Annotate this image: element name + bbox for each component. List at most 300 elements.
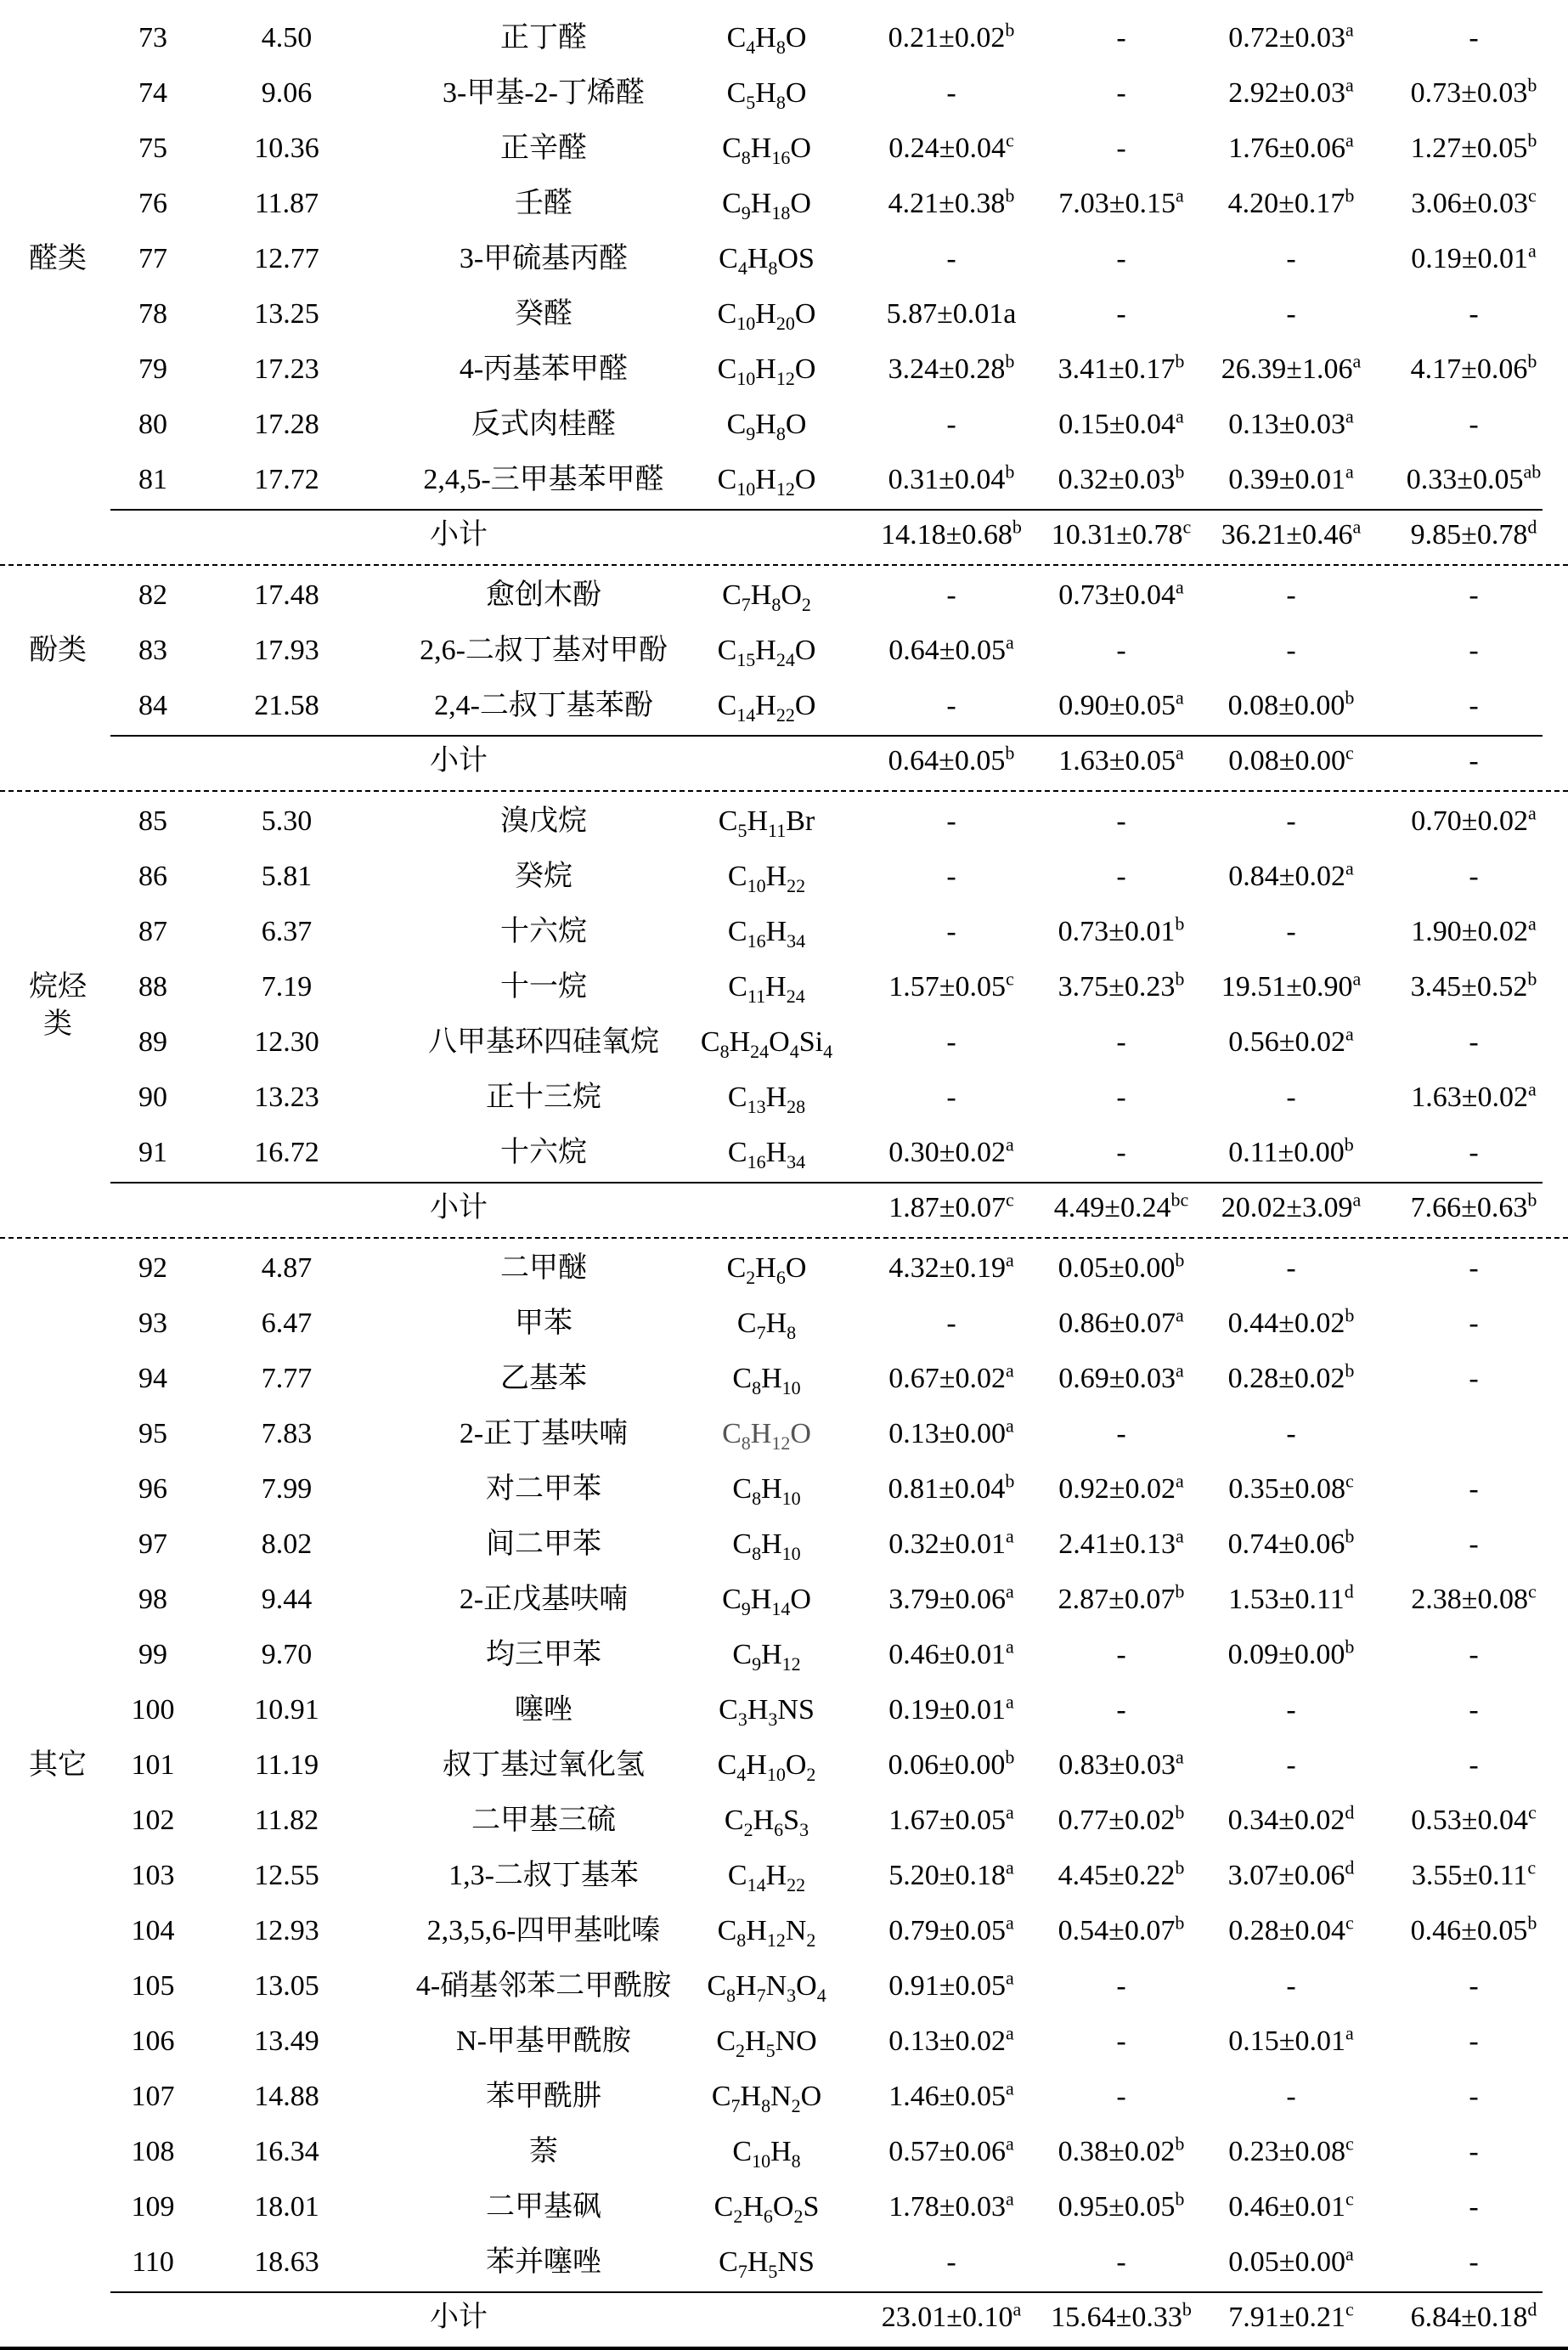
retention-time: 7.77 — [261, 1363, 313, 1394]
table-row — [0, 678, 1568, 733]
formula-cell — [680, 849, 854, 904]
content-value-3 — [1198, 65, 1385, 121]
formula-element: NS — [777, 2246, 815, 2278]
content-value-2 — [1036, 2124, 1206, 2179]
compound-number: 106 — [131, 2025, 175, 2057]
value-text: - — [1469, 2025, 1479, 2057]
content-value-2 — [1036, 1014, 1206, 1070]
value-text: 0.79±0.05 — [888, 1915, 1006, 1946]
formula-subscript: 4 — [746, 36, 756, 58]
significance-letter: c — [1005, 968, 1014, 990]
compound-number: 99 — [138, 1639, 167, 1670]
value-text: - — [1286, 243, 1296, 274]
compound-name: 正丁醛 — [500, 22, 587, 54]
value-text: 0.84±0.02 — [1228, 861, 1345, 892]
formula-element: H — [755, 690, 776, 721]
content-value-4 — [1385, 1627, 1563, 1682]
value-text: 0.32±0.03 — [1058, 464, 1176, 495]
significance-letter: a — [1005, 2133, 1014, 2155]
formula-cell — [680, 1572, 854, 1627]
value-text: - — [1286, 2081, 1296, 2112]
content-value-3 — [1198, 1903, 1385, 1958]
content-value-4 — [1385, 678, 1563, 733]
subtotal-label: 小计 — [430, 745, 488, 777]
value-text: 0.46±0.01 — [1228, 2191, 1345, 2223]
value-text: 1.57±0.05 — [888, 971, 1006, 1003]
formula-element: C — [718, 805, 738, 837]
content-value-4 — [1385, 1793, 1563, 1848]
retention-time: 13.23 — [254, 1082, 319, 1113]
compound-name: 4-丙基苯甲醛 — [459, 353, 629, 385]
content-value-2 — [1036, 1351, 1206, 1406]
table-row — [0, 342, 1568, 397]
value-text: - — [1469, 1970, 1479, 2002]
content-value-1 — [858, 1627, 1045, 1682]
value-text: - — [1469, 2246, 1479, 2278]
compound-number: 85 — [138, 805, 167, 837]
content-value-4 — [1385, 1296, 1563, 1351]
value-text: 0.69±0.03 — [1058, 1363, 1176, 1394]
significance-letter: a — [1005, 1801, 1014, 1823]
value-text: 0.23±0.08 — [1228, 2136, 1345, 2167]
value-text: 0.09±0.00 — [1227, 1639, 1345, 1670]
content-value-1 — [858, 1351, 1045, 1406]
compound-name: 间二甲苯 — [486, 1528, 601, 1560]
content-value-2 — [1036, 568, 1206, 623]
value-text: - — [1469, 1363, 1479, 1394]
content-value-4 — [1385, 286, 1563, 342]
content-value-3 — [1198, 1461, 1385, 1517]
significance-letter: c — [1527, 1856, 1537, 1878]
value-text: - — [1469, 1639, 1479, 1670]
compound-number: 93 — [138, 1308, 167, 1339]
formula-element: C — [717, 1915, 737, 1946]
formula-cell — [680, 1351, 854, 1406]
value-text: 9.85±0.78 — [1410, 519, 1528, 551]
formula-cell — [680, 678, 854, 733]
subtotal-value-1 — [858, 507, 1045, 562]
formula-element: C — [719, 243, 738, 274]
value-text: 3.06±0.03 — [1411, 188, 1528, 219]
retention-time: 12.30 — [254, 1026, 319, 1058]
formula-element: C — [727, 916, 747, 947]
value-text: 0.34±0.02 — [1227, 1805, 1345, 1836]
subtotal-value-3 — [1198, 2290, 1385, 2345]
content-value-4 — [1385, 959, 1563, 1014]
value-text: - — [946, 916, 956, 947]
significance-letter: b — [1005, 1746, 1015, 1768]
formula-element: H — [747, 805, 769, 837]
significance-letter: a — [1175, 1359, 1184, 1381]
formula-element: S — [783, 1805, 800, 1836]
significance-letter: b — [1345, 1525, 1355, 1547]
compound-name: 2,3,5,6-四甲基吡嗪 — [426, 1915, 661, 1946]
content-value-4 — [1385, 904, 1563, 959]
significance-letter: bc — [1170, 1189, 1189, 1211]
content-value-4 — [1385, 2069, 1563, 2124]
value-text: 0.31±0.04 — [888, 464, 1006, 495]
table-row — [0, 2124, 1568, 2179]
value-text: 0.64±0.05 — [888, 745, 1006, 777]
formula-cell — [680, 2124, 854, 2179]
value-text: 6.84±0.18 — [1410, 2302, 1528, 2333]
subtotal-value-2 — [1036, 1180, 1206, 1235]
compound-name: 2,4-二叔丁基苯酚 — [434, 690, 653, 721]
formula-subscript: 4 — [823, 1040, 833, 1062]
formula-element: H — [765, 971, 787, 1003]
content-value-4 — [1385, 1517, 1563, 1572]
content-value-4 — [1385, 1070, 1563, 1125]
table-row — [0, 2234, 1568, 2290]
compound-number: 100 — [131, 1694, 175, 1726]
content-value-1 — [858, 65, 1045, 121]
significance-letter: a — [1175, 1746, 1184, 1768]
significance-letter: b — [1005, 742, 1015, 764]
formula-element: C — [719, 2246, 738, 2278]
retention-time: 4.50 — [261, 22, 313, 54]
formula-subscript: 10 — [736, 367, 756, 389]
formula-element: Si — [798, 1026, 824, 1058]
table-row — [0, 397, 1568, 452]
value-text: 1.67±0.05 — [888, 1805, 1006, 1836]
compound-name: 愈创木酚 — [486, 579, 601, 611]
content-value-4 — [1385, 231, 1563, 286]
content-value-3 — [1198, 231, 1385, 286]
compound-name: 二甲基砜 — [486, 2191, 601, 2223]
content-value-1 — [858, 794, 1045, 849]
formula-element: C — [726, 409, 747, 440]
formula-element: C — [717, 635, 737, 666]
table-row — [0, 2014, 1568, 2069]
content-value-1 — [858, 1125, 1045, 1180]
compound-number: 82 — [138, 579, 167, 611]
formula-element: H — [747, 243, 769, 274]
compound-number: 88 — [138, 971, 167, 1003]
formula-element: H — [765, 1308, 787, 1339]
compound-name: 八甲基环四硅氧烷 — [428, 1026, 659, 1058]
formula-cell — [680, 452, 854, 507]
significance-letter: b — [1005, 460, 1015, 483]
content-value-3 — [1198, 397, 1385, 452]
content-value-4 — [1385, 10, 1563, 65]
content-value-3 — [1198, 904, 1385, 959]
retention-time: 16.72 — [254, 1137, 319, 1168]
formula-cell — [680, 1125, 854, 1180]
content-value-2 — [1036, 231, 1206, 286]
significance-letter: a — [1345, 405, 1354, 427]
significance-letter: a — [1005, 1967, 1014, 1989]
value-text: - — [946, 409, 956, 440]
value-text: 0.91±0.05 — [888, 1970, 1006, 2002]
significance-letter: c — [1527, 1801, 1537, 1823]
significance-letter: b — [1012, 516, 1022, 538]
formula-subscript: 8 — [761, 2094, 771, 2116]
content-value-4 — [1385, 176, 1563, 231]
significance-letter: b — [1005, 1470, 1015, 1492]
significance-letter: a — [1352, 516, 1362, 538]
significance-letter: a — [1005, 1133, 1014, 1155]
compound-name: 癸烷 — [515, 861, 572, 892]
content-value-1 — [858, 1572, 1045, 1627]
content-value-2 — [1036, 10, 1206, 65]
significance-letter: a — [1005, 1856, 1014, 1878]
compound-number: 103 — [131, 1860, 175, 1891]
value-text: - — [1116, 22, 1126, 54]
group-separator — [0, 1237, 1568, 1239]
formula-subscript: 8 — [752, 1542, 762, 1564]
content-value-1 — [858, 121, 1045, 176]
formula-element: C — [732, 1639, 753, 1670]
subtotal-value-1 — [858, 733, 1045, 788]
formula-cell — [680, 1682, 854, 1737]
value-text: - — [946, 1308, 956, 1339]
formula-element: NO — [775, 2025, 817, 2057]
formula-cell — [680, 65, 854, 121]
content-value-3 — [1198, 678, 1385, 733]
retention-time: 14.88 — [254, 2081, 319, 2112]
value-text: - — [1286, 1749, 1296, 1781]
significance-letter: a — [1012, 2298, 1022, 2320]
table-row — [0, 623, 1568, 678]
formula-subscript: 20 — [776, 312, 795, 334]
compound-name: 二甲醚 — [500, 1252, 587, 1284]
table-row — [0, 568, 1568, 623]
content-value-1 — [858, 452, 1045, 507]
formula-subscript: 12 — [771, 1432, 791, 1454]
content-value-2 — [1036, 678, 1206, 733]
value-text: - — [946, 243, 956, 274]
significance-letter: a — [1352, 968, 1362, 990]
compound-number: 90 — [138, 1082, 167, 1113]
content-value-2 — [1036, 1296, 1206, 1351]
value-text: - — [946, 1026, 956, 1058]
formula-subscript: 8 — [776, 36, 786, 58]
value-text: 0.95±0.05 — [1058, 2191, 1176, 2223]
value-text: 4.20±0.17 — [1227, 188, 1345, 219]
value-text: - — [1469, 1252, 1479, 1284]
significance-letter: a — [1005, 1415, 1014, 1437]
formula-element: O — [785, 1749, 807, 1781]
formula-subscript: 5 — [737, 819, 747, 841]
value-text: - — [1116, 1970, 1126, 2002]
formula-element: C — [700, 1026, 720, 1058]
retention-time: 17.23 — [254, 353, 319, 385]
retention-time: 13.25 — [254, 298, 319, 330]
compound-name: 十一烷 — [500, 971, 587, 1003]
content-value-2 — [1036, 176, 1206, 231]
compound-number: 91 — [138, 1137, 167, 1168]
content-value-3 — [1198, 176, 1385, 231]
formula-subscript: 14 — [736, 703, 756, 726]
content-value-2 — [1036, 2069, 1206, 2124]
formula-element: H — [747, 1694, 769, 1726]
value-text: 7.03±0.15 — [1058, 188, 1176, 219]
significance-letter: a — [1005, 1580, 1014, 1602]
subtotal-value-2 — [1036, 507, 1206, 562]
retention-time: 17.48 — [254, 579, 319, 611]
content-value-3 — [1198, 1351, 1385, 1406]
compound-name: 2-正戊基呋喃 — [459, 1584, 629, 1615]
table-row — [0, 1406, 1568, 1461]
content-value-2 — [1036, 1406, 1206, 1461]
formula-element: N — [770, 2081, 792, 2112]
compound-name: 二甲基三硫 — [471, 1805, 616, 1836]
value-text: - — [1116, 861, 1126, 892]
content-value-1 — [858, 1682, 1045, 1737]
significance-letter: a — [1345, 2243, 1354, 2265]
value-text: 0.28±0.02 — [1227, 1363, 1345, 1394]
formula-cell — [680, 568, 854, 623]
formula-subscript: 10 — [781, 1376, 801, 1398]
value-text: 0.73±0.01 — [1058, 916, 1176, 947]
significance-letter: b — [1175, 2188, 1185, 2210]
formula-subscript: 34 — [787, 1150, 806, 1172]
value-text: - — [1469, 22, 1479, 54]
subtotal-value-4 — [1385, 507, 1563, 562]
compound-number: 77 — [138, 243, 167, 274]
subtotal-label: 小计 — [430, 2302, 488, 2333]
formula-element: O — [790, 188, 811, 219]
formula-element: C — [717, 353, 737, 385]
significance-letter: a — [1527, 1078, 1537, 1100]
table-row — [0, 2179, 1568, 2234]
value-text: - — [1469, 690, 1479, 721]
value-text: 0.92±0.02 — [1058, 1473, 1176, 1505]
compound-number: 78 — [138, 298, 167, 330]
formula-element: N — [765, 1970, 787, 2002]
retention-time: 21.58 — [254, 690, 319, 721]
compound-name: 癸醛 — [515, 298, 572, 330]
value-text: 1.87±0.07 — [888, 1192, 1006, 1223]
significance-letter: a — [1345, 1023, 1354, 1045]
formula-element: H — [761, 1363, 782, 1394]
formula-subscript: 10 — [752, 2149, 771, 2172]
content-value-3 — [1198, 452, 1385, 507]
value-text: 36.21±0.46 — [1221, 519, 1353, 551]
value-text: 1.27±0.05 — [1410, 133, 1528, 164]
value-text: - — [1469, 2136, 1479, 2167]
significance-letter: a — [1005, 1525, 1014, 1547]
content-value-2 — [1036, 849, 1206, 904]
formula-element: C — [732, 1528, 753, 1560]
compound-name: 苯并噻唑 — [486, 2246, 601, 2278]
subtotal-value-2 — [1036, 733, 1206, 788]
significance-letter: b — [1345, 686, 1355, 709]
table-bottom-rule — [0, 2347, 1568, 2350]
formula-element: C — [717, 1749, 737, 1781]
formula-subscript: 8 — [771, 593, 781, 615]
formula-element: H — [746, 1749, 767, 1781]
value-text: 3.24±0.28 — [888, 353, 1006, 385]
value-text: - — [1469, 409, 1479, 440]
content-value-4 — [1385, 2124, 1563, 2179]
value-text: - — [1286, 635, 1296, 666]
significance-letter: b — [1344, 1133, 1354, 1155]
formula-cell — [680, 1406, 854, 1461]
value-text: - — [1116, 2246, 1126, 2278]
value-text: - — [1286, 1418, 1296, 1449]
significance-letter: a — [1005, 1691, 1014, 1713]
table-row — [0, 2069, 1568, 2124]
content-value-1 — [858, 2179, 1045, 2234]
table-row — [0, 1572, 1568, 1627]
significance-letter: a — [1005, 2188, 1014, 2210]
retention-time: 17.93 — [254, 635, 319, 666]
table-row — [0, 849, 1568, 904]
content-value-3 — [1198, 286, 1385, 342]
retention-time: 17.72 — [254, 464, 319, 495]
formula-element: O — [772, 2191, 794, 2223]
formula-element: C — [716, 2025, 736, 2057]
retention-time: 6.37 — [261, 916, 313, 947]
significance-letter: b — [1527, 968, 1537, 990]
retention-time: 10.91 — [254, 1694, 319, 1726]
formula-subscript: 22 — [787, 874, 806, 896]
significance-letter: b — [1527, 129, 1537, 151]
formula-subscript: 2 — [743, 1818, 753, 1840]
value-text: - — [1116, 1026, 1126, 1058]
formula-element: C — [713, 2191, 734, 2223]
value-text: 0.39±0.01 — [1228, 464, 1345, 495]
formula-cell — [680, 10, 854, 65]
value-text: 3.75±0.23 — [1058, 971, 1176, 1003]
content-value-2 — [1036, 342, 1206, 397]
value-text: 0.33±0.05 — [1406, 464, 1524, 495]
compound-number: 89 — [138, 1026, 167, 1058]
formula-subscript: 9 — [752, 1652, 762, 1675]
formula-cell — [680, 231, 854, 286]
group-separator — [0, 564, 1568, 566]
compound-number: 97 — [138, 1528, 167, 1560]
formula-element: C — [727, 1860, 747, 1891]
value-text: 0.30±0.02 — [888, 1137, 1006, 1168]
formula-subscript: 7 — [730, 2094, 741, 2116]
content-value-3 — [1198, 1682, 1385, 1737]
subtotal-row — [0, 2290, 1568, 2345]
value-text: 2.38±0.08 — [1411, 1584, 1528, 1615]
formula-cell — [680, 623, 854, 678]
formula-element: H — [765, 1082, 787, 1113]
table-row — [0, 452, 1568, 507]
compound-number: 92 — [138, 1252, 167, 1284]
subtotal-value-1 — [858, 1180, 1045, 1235]
table-row — [0, 1125, 1568, 1180]
content-value-2 — [1036, 65, 1206, 121]
value-text: - — [1286, 1694, 1296, 1726]
compound-number: 94 — [138, 1363, 167, 1394]
formula-subscript: 2 — [801, 593, 811, 615]
value-text: - — [1116, 133, 1126, 164]
content-value-1 — [858, 1461, 1045, 1517]
significance-letter: a — [1175, 576, 1184, 598]
content-value-1 — [858, 2069, 1045, 2124]
content-value-3 — [1198, 1627, 1385, 1682]
formula-element: H — [765, 1137, 787, 1168]
value-text: 0.57±0.06 — [888, 2136, 1006, 2167]
value-text: 3.79±0.06 — [888, 1584, 1006, 1615]
formula-element: O — [785, 77, 807, 109]
value-text: 23.01±0.10 — [881, 2302, 1013, 2333]
value-text: 0.05±0.00 — [1228, 2246, 1345, 2278]
table-row — [0, 1296, 1568, 1351]
formula-element: H — [761, 1528, 782, 1560]
content-value-2 — [1036, 397, 1206, 452]
formula-element: H — [753, 1805, 775, 1836]
value-text: 0.08±0.00 — [1227, 690, 1345, 721]
formula-cell — [680, 1240, 854, 1296]
compound-name: 2,4,5-三甲基苯甲醛 — [423, 464, 664, 495]
content-value-4 — [1385, 794, 1563, 849]
